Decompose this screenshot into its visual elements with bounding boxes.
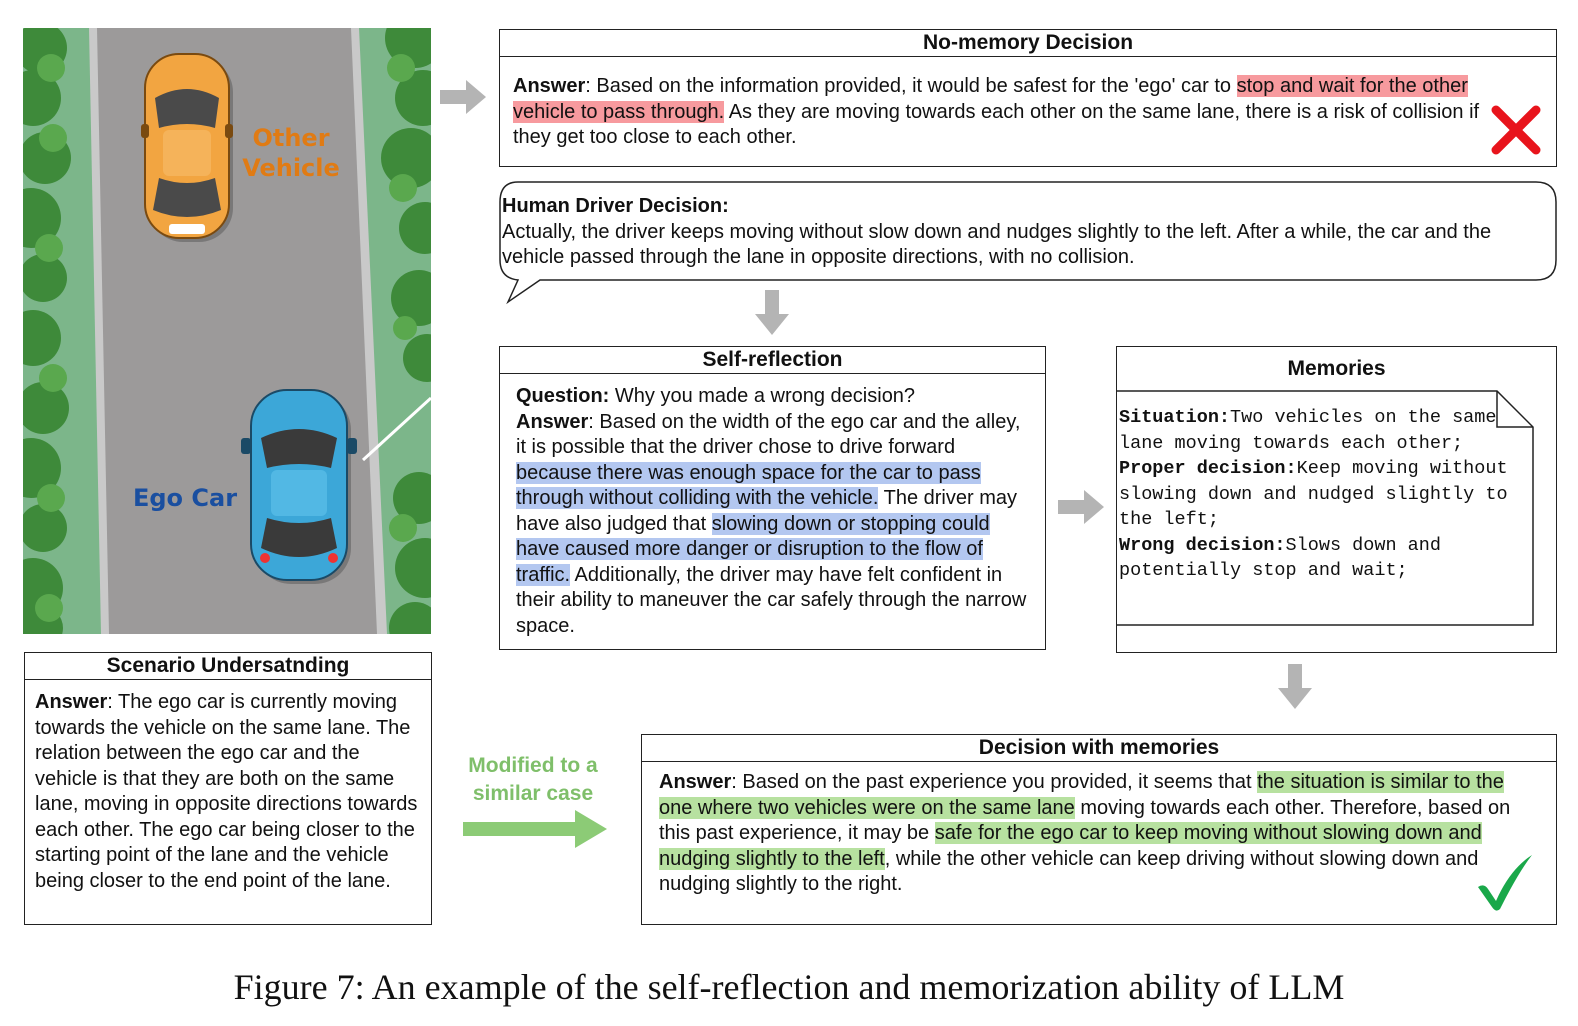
ego-car — [241, 390, 357, 584]
human-driver-decision — [502, 194, 1542, 271]
scenario-understanding-text: Answer: The ego car is currently moving towards the vehicle on the same lane. The relation between the ego car and the vehicle is that they are both on the same lane, moving in opposite directions towards each other. The ego car being closer to the starting point of the lane and the vehicle being closer to the end point of the lane. — [35, 691, 418, 892]
decision-with-memories-title: Decision with memories — [642, 735, 1556, 762]
proper-decision-label: Proper decision: — [1119, 458, 1297, 479]
other-vehicle-car — [141, 54, 233, 242]
green-arrow-right-icon — [463, 810, 609, 848]
arrow-right-icon — [1058, 490, 1106, 524]
answer-label: Answer — [513, 75, 586, 97]
highlight-green: safe for the ego car to keep moving without slowing down and nudging slightly to the left — [659, 822, 1482, 870]
cross-icon — [1490, 104, 1542, 156]
arrow-down-icon — [1277, 664, 1313, 710]
highlight-green: the situation is similar to the one where two vehicles were on the same lane — [659, 771, 1504, 819]
self-reflection-box — [499, 346, 1046, 650]
no-memory-decision-title: No-memory Decision — [500, 30, 1556, 57]
no-memory-decision-box — [499, 29, 1557, 167]
other-vehicle-label-line2: Vehicle — [242, 154, 340, 182]
scenario-understanding-title: Scenario Undersatnding — [25, 653, 431, 680]
question-label: Question: — [516, 385, 610, 407]
arrow-right-icon — [440, 80, 488, 114]
no-memory-decision-text: Answer: Based on the information provided, it would be safest for the 'ego' car to stop and wait for the other vehicle to pass through. As they are moving towards each other on the same lane, there is a risk of collision if they get too close to each other. — [513, 75, 1480, 148]
self-reflection-text: Question: Why you made a wrong decision? Answer: Based on the width of the ego car and the alley, it is possible that the driver chose to drive forward because there was enough space for the car to pass through without colliding with the vehicle. The driver may have also judged that slowing down or stopping could have caused more danger or disruption to the flow of traffic. Additionally, the driver may have felt confident in their ability to maneuver the car safely through the narrow space. — [516, 385, 1027, 637]
human-driver-decision-title: Human Driver Decision: — [502, 195, 729, 217]
highlight-red: stop and wait for the other vehicle to pass through. — [513, 75, 1468, 123]
answer-label: Answer — [516, 410, 589, 433]
self-reflection-title: Self-reflection — [500, 347, 1045, 374]
scenario-understanding-box — [24, 652, 432, 925]
situation-label: Situation: — [1119, 407, 1231, 428]
check-icon — [1472, 851, 1536, 915]
decision-with-memories-text: Answer: Based on the past experience you provided, it seems that the situation is similar to the one where two vehicles were on the same lane moving towards each other. Therefore, based on this past experience, it may be safe for the ego car to keep moving without slowing down and nudging slightly to the left, while the other vehicle can keep driving without slowing down and nudging slightly to the right. — [659, 771, 1511, 895]
modified-to-similar-case-label: Modified to a similar case — [468, 754, 598, 805]
answer-label: Answer — [35, 691, 108, 713]
highlight-blue: slowing down or stopping could have caused more danger or disruption to the flow of traffic. — [516, 512, 990, 586]
memories-title: Memories — [1287, 357, 1386, 380]
decision-with-memories-box — [641, 734, 1557, 925]
memories-text: Situation:Two vehicles on the same lane moving towards each other; Proper decision:Keep moving without slowing down and nudged slightly to the left; Wrong decision:Slows down and potentially stop and wait; — [1119, 407, 1508, 581]
answer-label: Answer — [659, 771, 732, 793]
highlight-blue: because there was enough space for the car to pass through without colliding with the vehicle. — [516, 461, 981, 509]
human-driver-decision-text: Actually, the driver keeps moving without slow down and nudges slightly to the left. After a while, the car and the vehicle passed through the lane in opposite directions, with no collision. — [502, 220, 1492, 268]
memories-box — [1116, 346, 1557, 653]
other-vehicle-label-line1: Other — [252, 124, 330, 152]
ego-car-label: Ego Car — [132, 484, 238, 512]
wrong-decision-label: Wrong decision: — [1119, 534, 1286, 556]
figure-caption: Figure 7: An example of the self-reflection and memorization ability of LLM — [233, 967, 1345, 1007]
road-scene-illustration — [23, 28, 431, 634]
